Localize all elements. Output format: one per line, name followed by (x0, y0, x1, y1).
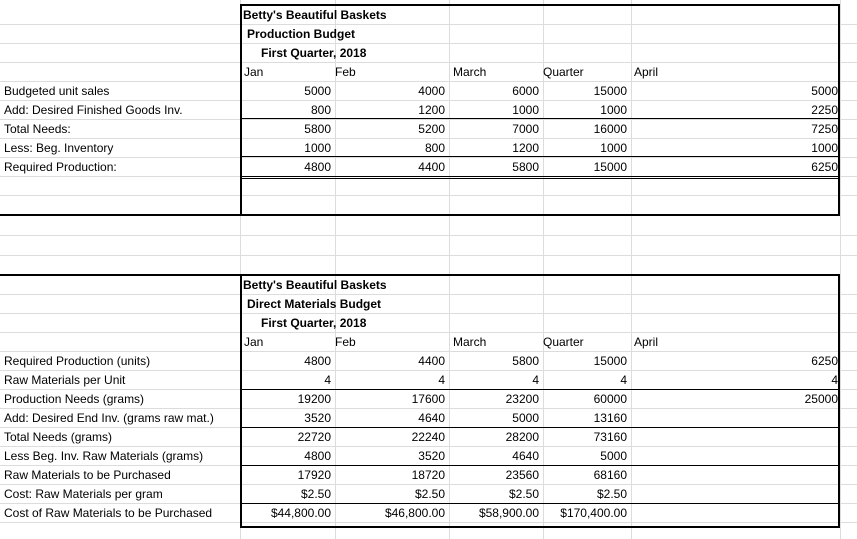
production-col-jan: Jan (244, 65, 264, 79)
production-row-label: Add: Desired Finished Goods Inv. (4, 103, 183, 117)
materials-cell-april (748, 447, 838, 466)
production-col-april: April (634, 65, 659, 79)
materials-cell-quarter: $170,400.00 (560, 506, 627, 520)
production-cell-march: 1000 (512, 103, 539, 117)
materials-cell-march: $58,900.00 (478, 506, 539, 520)
materials-company-title: Betty's Beautiful Baskets (243, 278, 387, 292)
materials-col-feb: Feb (335, 335, 356, 349)
production-cell-quarter: 15000 (593, 84, 627, 98)
production-row-label: Less: Beg. Inventory (4, 141, 114, 155)
production-row-label: Total Needs: (4, 122, 71, 136)
materials-cell-quarter: $2.50 (596, 487, 627, 501)
materials-cell-april (748, 466, 838, 485)
materials-col-april: April (634, 335, 659, 349)
production-cell-jan: 4800 (304, 160, 331, 174)
production-cell-feb: 4400 (418, 160, 445, 174)
production-cell-march: 7000 (512, 122, 539, 136)
materials-cell-quarter: 5000 (600, 449, 627, 463)
materials-cell-march: 23200 (505, 392, 539, 406)
materials-cell-jan: 22720 (297, 430, 331, 444)
production-cell-april: 2250 (811, 103, 838, 117)
production-underline-1 (240, 118, 840, 119)
production-cell-quarter: 1000 (600, 141, 627, 155)
production-row-label: Required Production: (4, 160, 117, 174)
materials-left-top-line (0, 274, 242, 276)
materials-cell-april: 6250 (811, 354, 838, 368)
materials-cell-quarter: 15000 (593, 354, 627, 368)
materials-cell-feb: 17600 (411, 392, 445, 406)
materials-cell-feb: 18720 (411, 468, 445, 482)
materials-row-label: Total Needs (grams) (4, 430, 113, 444)
materials-cell-quarter: 4 (620, 373, 627, 387)
materials-cell-feb: 4 (438, 373, 445, 387)
materials-cell-feb: 4400 (418, 354, 445, 368)
production-cell-april: 1000 (811, 141, 838, 155)
materials-cell-feb: 4640 (418, 411, 445, 425)
materials-row-label: Add: Desired End Inv. (grams raw mat.) (4, 411, 214, 425)
materials-cell-feb: 22240 (411, 430, 445, 444)
materials-cell-april: 4 (831, 373, 838, 387)
materials-cell-feb: $46,800.00 (384, 506, 445, 520)
materials-row-label: Cost: Raw Materials per gram (4, 487, 163, 501)
materials-cell-jan: $2.50 (300, 487, 331, 501)
materials-row-label: Production Needs (grams) (4, 392, 145, 406)
materials-row-label: Required Production (units) (4, 354, 151, 368)
materials-cell-april (748, 428, 838, 447)
production-cell-feb: 800 (424, 141, 445, 155)
materials-cell-jan: 3520 (304, 411, 331, 425)
materials-cell-april (748, 485, 838, 504)
production-underline-2 (240, 156, 840, 157)
materials-cell-jan: $44,800.00 (270, 506, 331, 520)
materials-cell-march: 28200 (505, 430, 539, 444)
production-company-title: Betty's Beautiful Baskets (243, 8, 387, 22)
production-cell-march: 5800 (512, 160, 539, 174)
materials-cell-quarter: 73160 (593, 430, 627, 444)
production-cell-feb: 5200 (418, 122, 445, 136)
materials-cell-jan: 4800 (304, 449, 331, 463)
production-cell-quarter: 1000 (600, 103, 627, 117)
materials-underline-1 (240, 389, 840, 390)
materials-cell-jan: 4 (324, 373, 331, 387)
materials-row-label: Cost of Raw Materials to be Purchased (4, 506, 213, 520)
materials-cell-march: 5000 (512, 411, 539, 425)
materials-cell-quarter: 68160 (593, 468, 627, 482)
production-cell-jan: 800 (310, 103, 331, 117)
production-cell-feb: 1200 (418, 103, 445, 117)
materials-row-label: Raw Materials per Unit (4, 373, 126, 387)
materials-cell-jan: 17920 (297, 468, 331, 482)
materials-cell-march: 4640 (512, 449, 539, 463)
production-cell-april: 7250 (811, 122, 838, 136)
materials-col-quarter: Quarter (543, 335, 584, 349)
materials-row-label: Less Beg. Inv. Raw Materials (grams) (4, 449, 204, 463)
production-cell-march: 1200 (512, 141, 539, 155)
materials-underline-4 (240, 503, 840, 504)
materials-cell-april (748, 409, 838, 428)
materials-row-label: Raw Materials to be Purchased (4, 468, 171, 482)
production-cell-quarter: 16000 (593, 122, 627, 136)
production-row-label: Budgeted unit sales (4, 84, 110, 98)
production-budget-outer-border (0, 195, 242, 216)
materials-col-march: March (453, 335, 487, 349)
materials-cell-jan: 4800 (304, 354, 331, 368)
materials-cell-feb: 3520 (418, 449, 445, 463)
materials-cell-march: 5800 (512, 354, 539, 368)
materials-cell-march: 4 (532, 373, 539, 387)
production-cell-april: 6250 (811, 160, 838, 174)
production-cell-jan: 5000 (304, 84, 331, 98)
production-total-double-line (240, 176, 840, 179)
materials-cell-march: 23560 (505, 468, 539, 482)
production-cell-april: 5000 (811, 84, 838, 98)
production-cell-quarter: 15000 (593, 160, 627, 174)
materials-cell-april: 25000 (804, 392, 838, 406)
production-cell-march: 6000 (512, 84, 539, 98)
materials-cell-feb: $2.50 (414, 487, 445, 501)
production-cell-jan: 5800 (304, 122, 331, 136)
production-cell-jan: 1000 (304, 141, 331, 155)
materials-cell-quarter: 60000 (593, 392, 627, 406)
materials-cell-march: $2.50 (508, 487, 539, 501)
materials-underline-2 (240, 427, 840, 428)
production-period: First Quarter, 2018 (261, 46, 367, 60)
materials-cell-april (748, 504, 838, 523)
materials-budget-title: Direct Materials Budget (247, 297, 382, 311)
materials-period: First Quarter, 2018 (261, 316, 367, 330)
production-col-feb: Feb (335, 65, 356, 79)
production-budget-title: Production Budget (247, 27, 355, 41)
production-col-march: March (453, 65, 487, 79)
production-col-quarter: Quarter (543, 65, 584, 79)
materials-underline-3 (240, 465, 840, 466)
materials-cell-jan: 19200 (297, 392, 331, 406)
materials-col-jan: Jan (244, 335, 264, 349)
production-cell-feb: 4000 (418, 84, 445, 98)
materials-cell-quarter: 13160 (593, 411, 627, 425)
